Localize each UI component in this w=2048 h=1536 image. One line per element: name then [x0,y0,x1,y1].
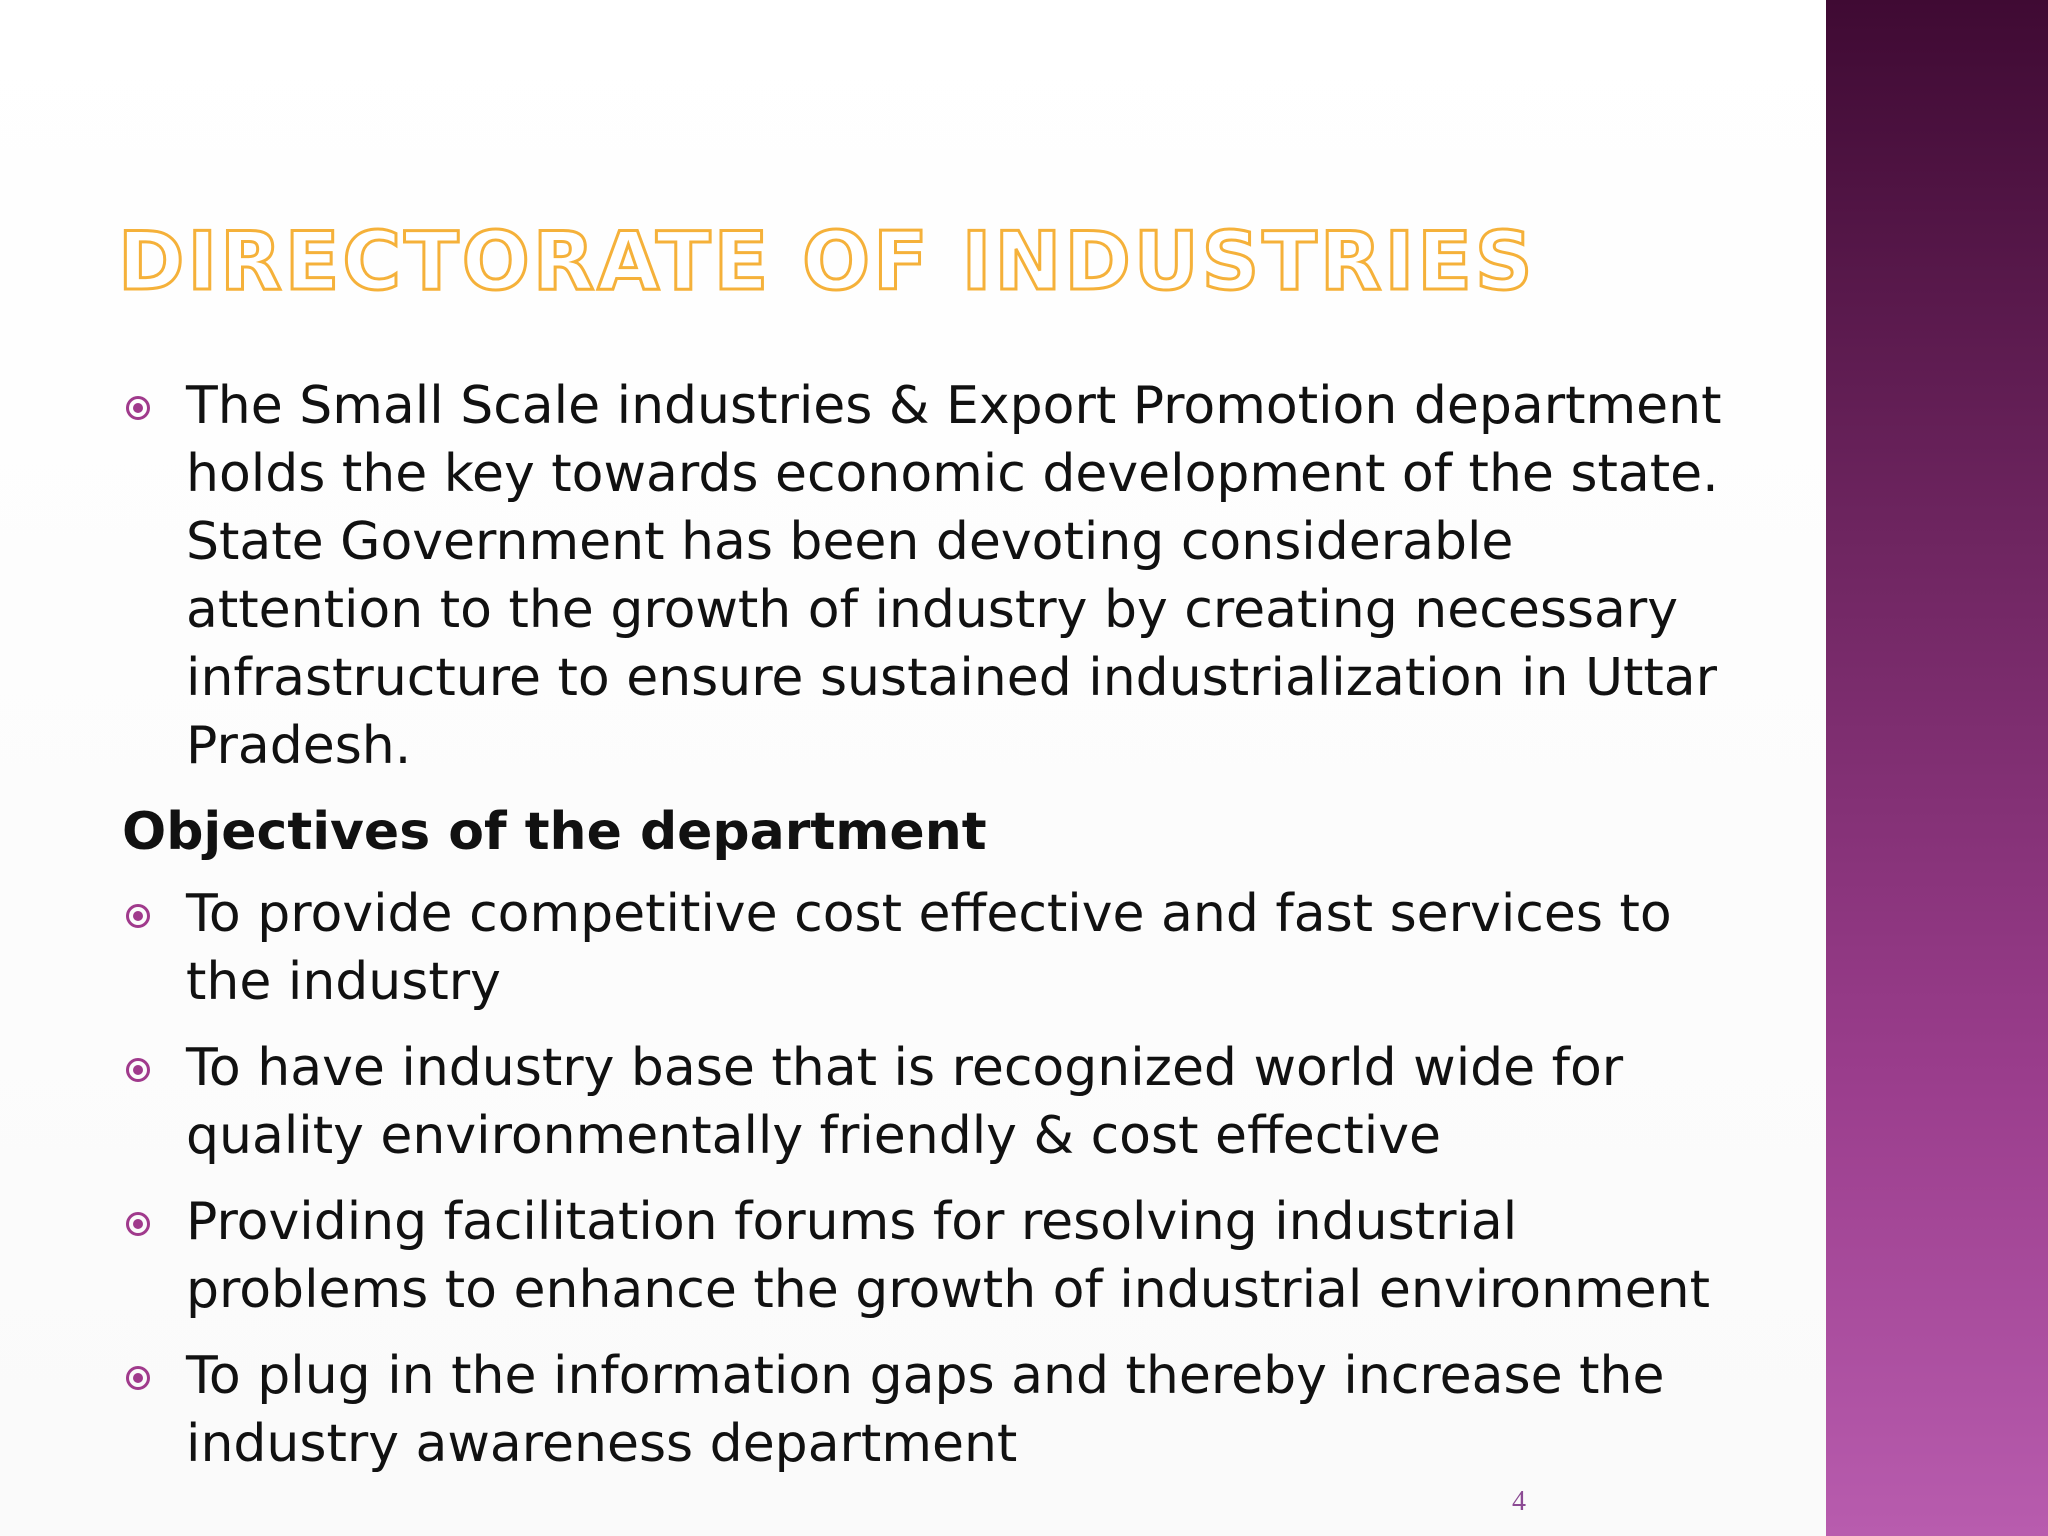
intro-bullet-text: The Small Scale industries & Export Promotion department holds the key towards economic development of the state. State Government has been devoting considerable attention to the growth of industry by creating necessary infrastructure to ensure sustained industrialization in Uttar Pradesh. [186,376,1722,776]
objective-text: To provide competitive cost effective and fast services to the industry [186,884,1672,1012]
objective-text: Providing facilitation forums for resolving industrial problems to enhance the growth of industrial environment [186,1192,1711,1320]
objective-item [122,1034,1762,1170]
circle-dot-bullet-icon [126,904,150,928]
circle-dot-bullet-icon [126,396,150,420]
page-number: 4 [1512,1486,1526,1517]
objective-item [122,1188,1762,1324]
objectives-list [122,880,1762,1478]
slide-title: DIRECTORATE OF INDUSTRIES [118,215,1536,308]
decorative-side-bar [1826,0,2048,1536]
circle-dot-bullet-icon [126,1058,150,1082]
objective-text: To plug in the information gaps and thereby increase the industry awareness department [186,1346,1665,1474]
objective-text: To have industry base that is recognized world wide for quality environmentally friendly & cost effective [186,1038,1624,1166]
objectives-heading: Objectives of the department [122,802,987,862]
slide-content [122,372,1762,1496]
circle-dot-bullet-icon [126,1212,150,1236]
circle-dot-bullet-icon [126,1366,150,1390]
intro-bullet [122,372,1762,780]
objective-item [122,1342,1762,1478]
objective-item [122,880,1762,1016]
